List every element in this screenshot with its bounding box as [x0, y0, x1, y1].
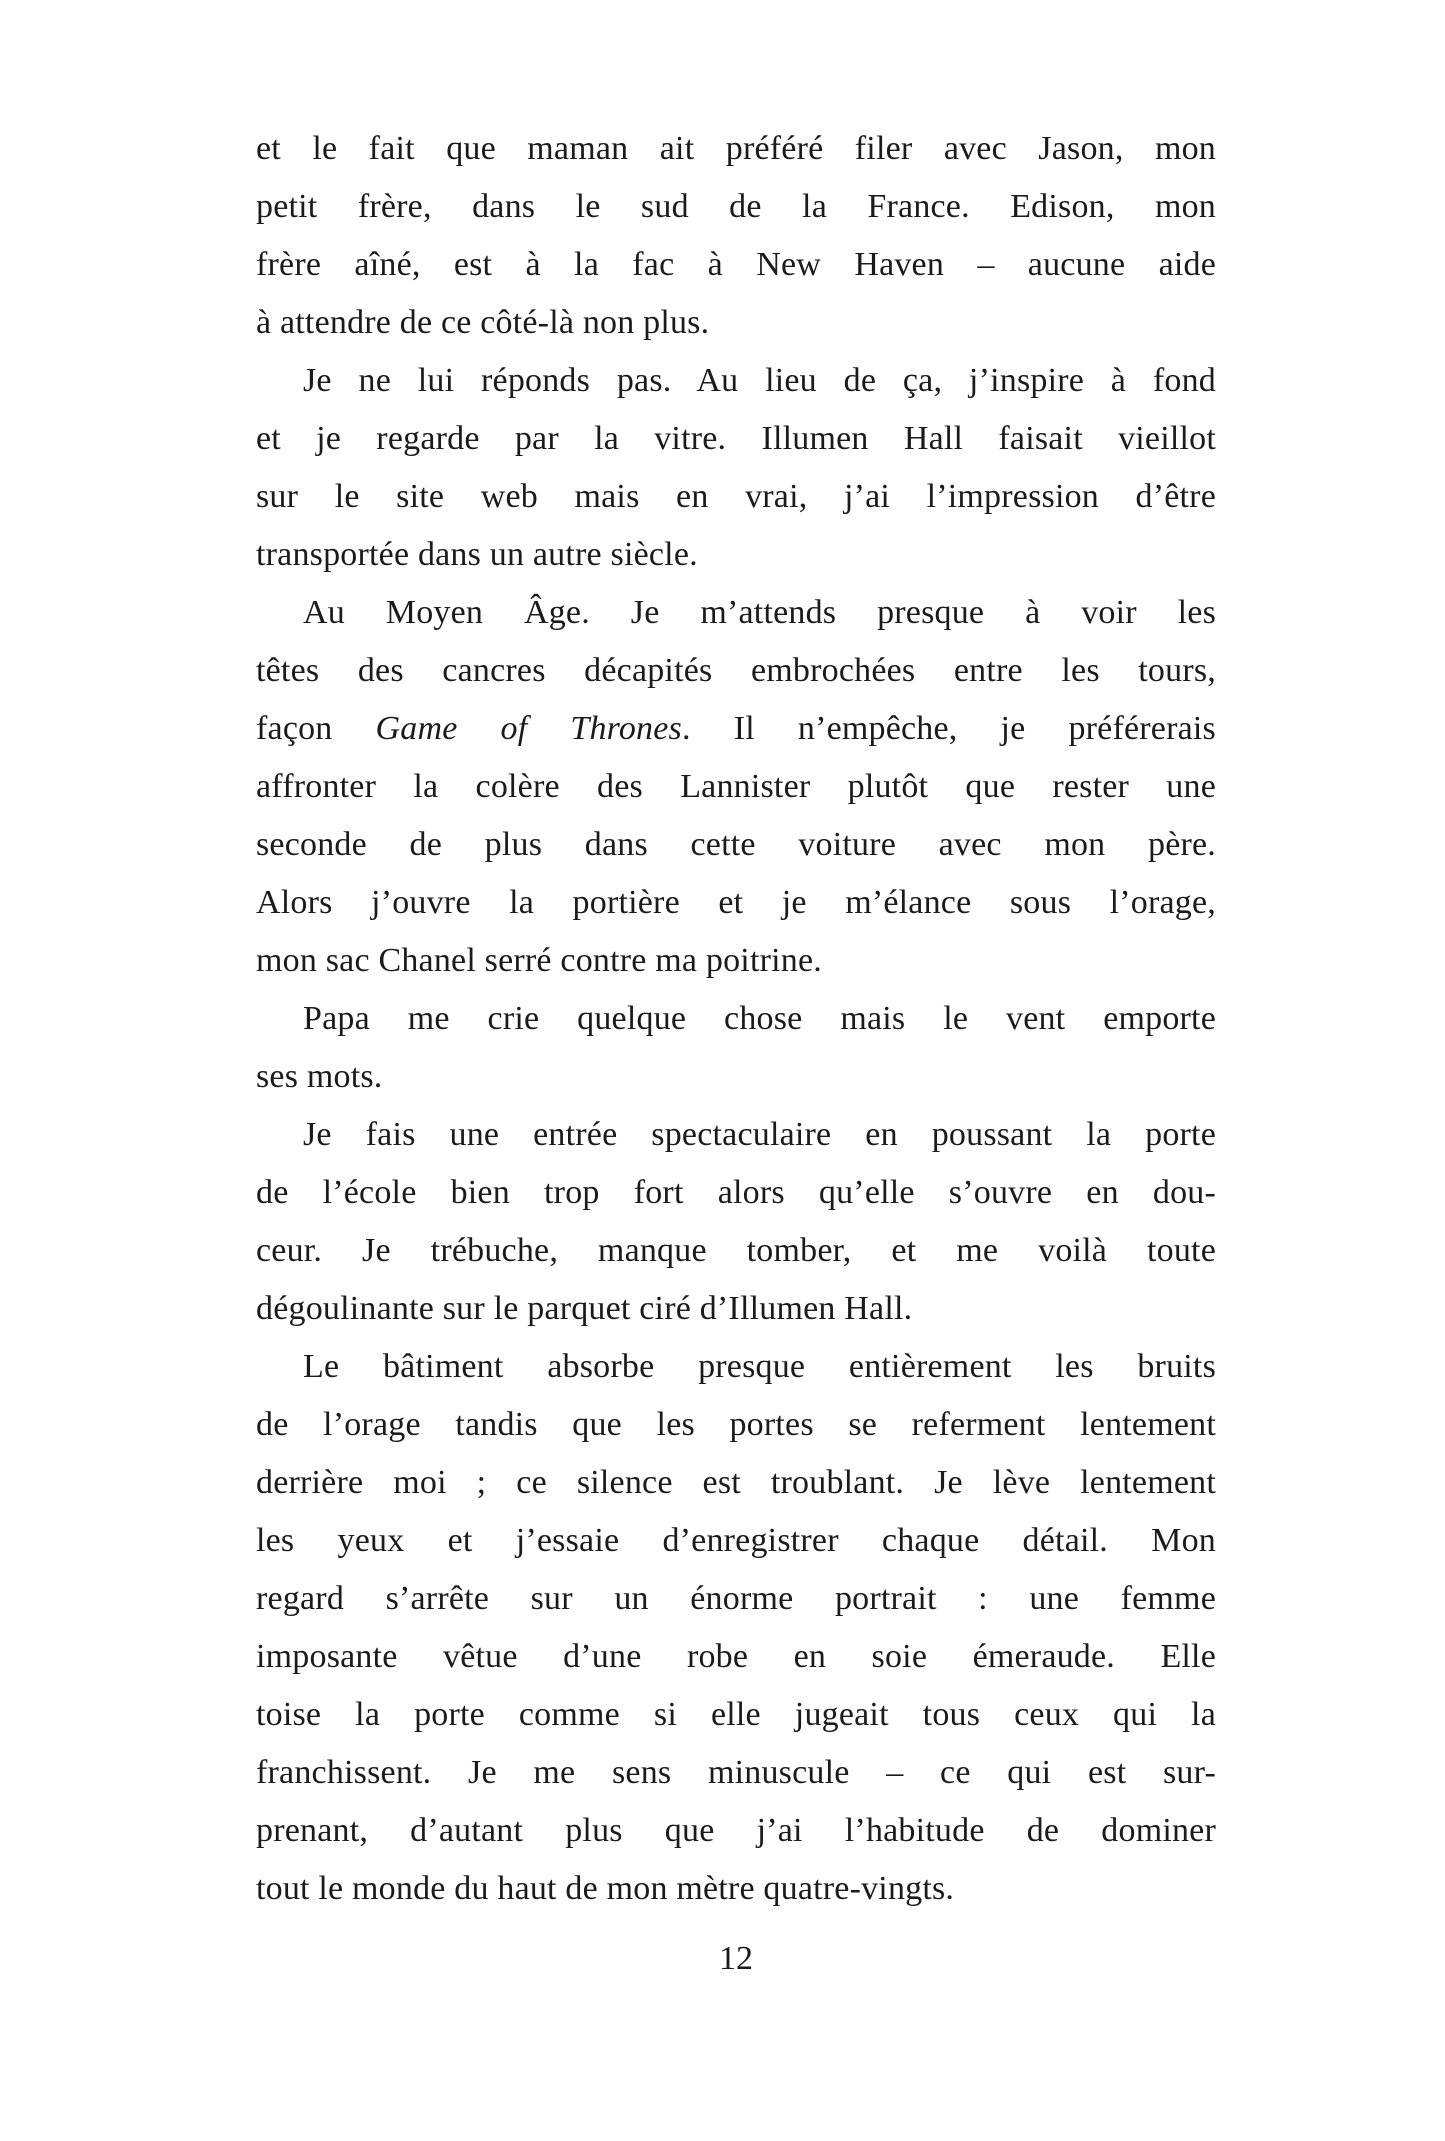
text-line: [256, 1512, 1216, 1570]
text-line: [256, 1454, 1216, 1512]
text-line: [256, 1280, 1216, 1338]
text-line: [256, 1860, 1216, 1918]
body-text: et le fait que maman ait préféré filer avec Jason, mon: [256, 130, 1216, 167]
body-text: imposante vêtue d’une robe en soie émeraude. Elle: [256, 1638, 1216, 1675]
text-line: [256, 1222, 1216, 1280]
body-text: les yeux et j’essaie d’enregistrer chaque détail. Mon: [256, 1522, 1216, 1559]
body-text: Je ne lui réponds pas. Au lieu de ça, j’inspire à fond: [303, 362, 1216, 399]
text-line: [256, 642, 1216, 700]
body-text: de l’orage tandis que les portes se referment lentement: [256, 1406, 1216, 1443]
text-line: [256, 1048, 1216, 1106]
text-line: [256, 758, 1216, 816]
body-text: tout le monde du haut de mon mètre quatre-vingts.: [256, 1870, 955, 1907]
body-text: Papa me crie quelque chose mais le vent emporte: [303, 1000, 1216, 1037]
body-text: prenant, d’autant plus que j’ai l’habitude de dominer: [256, 1812, 1216, 1849]
text-line: [256, 700, 1216, 758]
body-text: têtes des cancres décapités embrochées entre les tours,: [256, 652, 1216, 689]
body-text: derrière moi ; ce silence est troublant. Je lève lentement: [256, 1464, 1216, 1501]
text-line: [256, 236, 1216, 294]
body-text: Alors j’ouvre la portière et je m’élance sous l’orage,: [256, 884, 1216, 921]
text-line: [256, 1744, 1216, 1802]
text-line: [256, 468, 1216, 526]
text-line: [256, 352, 1216, 410]
body-text: façon: [256, 710, 376, 747]
italic-text: Game of Thrones: [375, 710, 682, 747]
body-text: toise la porte comme si elle jugeait tous ceux qui la: [256, 1696, 1216, 1733]
body-text: sur le site web mais en vrai, j’ai l’impression d’être: [256, 478, 1216, 515]
text-line: [256, 1628, 1216, 1686]
text-line: [256, 178, 1216, 236]
body-text: petit frère, dans le sud de la France. Edison, mon: [256, 188, 1216, 225]
body-text: transportée dans un autre siècle.: [256, 536, 698, 573]
body-text: dégoulinante sur le parquet ciré d’Illumen Hall.: [256, 1290, 913, 1327]
text-line: [256, 526, 1216, 584]
text-line: [256, 932, 1216, 990]
body-text: . Il n’empêche, je préférerais: [681, 710, 1216, 747]
body-text: affronter la colère des Lannister plutôt que rester une: [256, 768, 1216, 805]
body-text: Le bâtiment absorbe presque entièrement les bruits: [303, 1348, 1216, 1385]
text-line: [256, 120, 1216, 178]
body-text: regard s’arrête sur un énorme portrait : une femme: [256, 1580, 1216, 1617]
body-text: Je fais une entrée spectaculaire en poussant la porte: [303, 1116, 1216, 1153]
body-text: et je regarde par la vitre. Illumen Hall faisait vieillot: [256, 420, 1216, 457]
text-line: [256, 1686, 1216, 1744]
text-line: [256, 294, 1216, 352]
body-text: frère aîné, est à la fac à New Haven – aucune aide: [256, 246, 1216, 283]
text-line: [256, 1396, 1216, 1454]
text-line: [256, 1164, 1216, 1222]
text-line: [256, 1570, 1216, 1628]
body-text: Au Moyen Âge. Je m’attends presque à voir les: [303, 594, 1216, 631]
body-text: à attendre de ce côté-là non plus.: [256, 304, 710, 341]
body-text: seconde de plus dans cette voiture avec mon père.: [256, 826, 1216, 863]
text-block: [256, 120, 1216, 1918]
text-line: [256, 410, 1216, 468]
text-line: [256, 990, 1216, 1048]
text-line: [256, 1338, 1216, 1396]
body-text: de l’école bien trop fort alors qu’elle s’ouvre en dou-: [256, 1174, 1216, 1211]
text-line: [256, 1106, 1216, 1164]
body-text: franchissent. Je me sens minuscule – ce qui est sur-: [256, 1754, 1216, 1791]
body-text: ses mots.: [256, 1058, 383, 1095]
text-line: [256, 816, 1216, 874]
body-text: ceur. Je trébuche, manque tomber, et me voilà toute: [256, 1232, 1216, 1269]
text-line: [256, 1802, 1216, 1860]
body-text: mon sac Chanel serré contre ma poitrine.: [256, 942, 822, 979]
page-number: 12: [719, 1940, 753, 1977]
text-line: [256, 584, 1216, 642]
text-line: [256, 874, 1216, 932]
